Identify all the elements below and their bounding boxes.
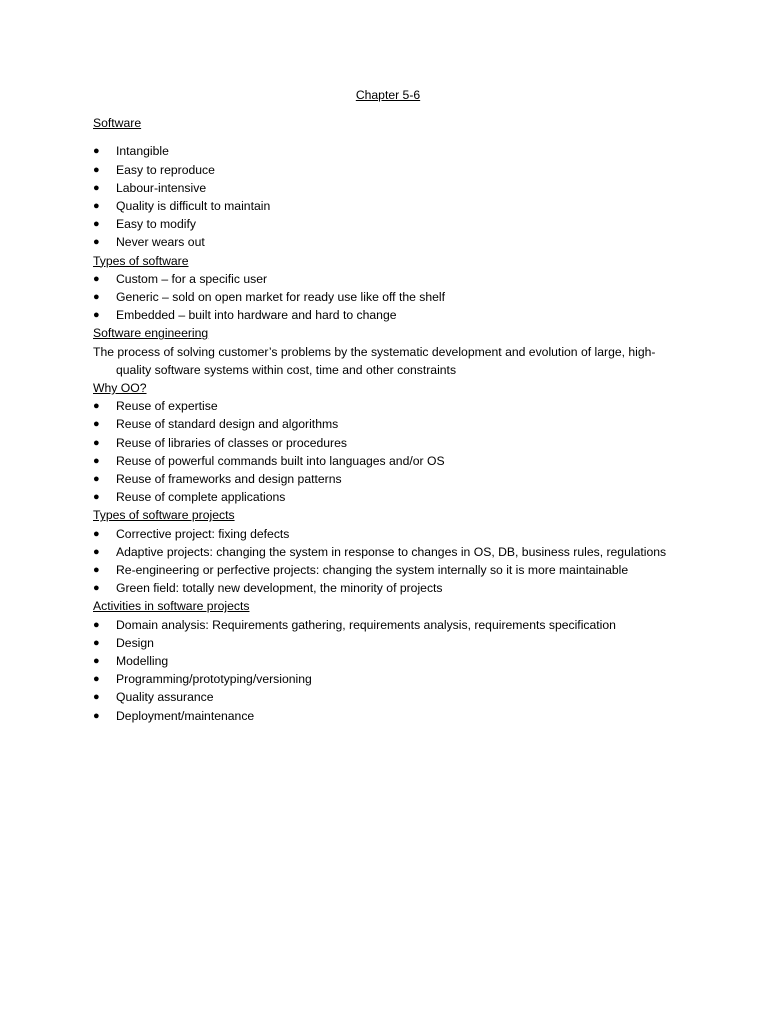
bullet-icon: ● xyxy=(93,582,100,595)
list-item: ● Reuse of complete applications xyxy=(93,488,683,506)
bullet-icon: ● xyxy=(93,400,100,413)
list-item: ● Domain analysis: Requirements gathering, requirements analysis, requirements specification xyxy=(93,616,683,634)
bullet-icon: ● xyxy=(93,145,100,158)
list-item: ● Reuse of powerful commands built into languages and/or OS xyxy=(93,452,683,470)
bullet-icon: ● xyxy=(93,181,100,194)
list-item: ● Easy to modify xyxy=(93,215,683,233)
bullet-icon: ● xyxy=(93,709,100,722)
list-item: ● Re-engineering or perfective projects: changing the system internally so it is more maintainable xyxy=(93,561,683,579)
bullet-icon: ● xyxy=(93,673,100,686)
heading-activities-in-software-projects: Activities in software projects xyxy=(93,599,250,614)
list-item: ● Quality is difficult to maintain xyxy=(93,197,683,215)
bullet-icon: ● xyxy=(93,472,100,485)
heading-types-of-software-projects: Types of software projects xyxy=(93,508,235,523)
bullet-icon: ● xyxy=(93,491,100,504)
bullet-icon: ● xyxy=(93,436,100,449)
heading-why-oo: Why OO? xyxy=(93,380,147,395)
bullet-icon: ● xyxy=(93,618,100,631)
list-item: ● Reuse of frameworks and design patterns xyxy=(93,470,683,488)
list-item: ● Programming/prototyping/versioning xyxy=(93,670,683,688)
document-content xyxy=(93,86,683,725)
list-item: ● Embedded – built into hardware and hard to change xyxy=(93,306,683,324)
software-engineering-definition: The process of solving customer’s problems by the systematic development and evolution of large, high-quality software systems within cost, time and other constraints xyxy=(93,344,656,377)
list-item: ● Intangible xyxy=(93,142,683,160)
bullet-icon: ● xyxy=(93,527,100,540)
list-types-of-software xyxy=(93,270,683,325)
list-software xyxy=(93,142,683,251)
bullet-icon: ● xyxy=(93,545,100,558)
bullet-icon: ● xyxy=(93,636,100,649)
list-item: ● Custom – for a specific user xyxy=(93,270,683,288)
list-item: ● Reuse of libraries of classes or procedures xyxy=(93,434,683,452)
bullet-icon: ● xyxy=(93,236,100,249)
list-item: ● Green field: totally new development, the minority of projects xyxy=(93,579,683,597)
bullet-icon: ● xyxy=(93,418,100,431)
list-item: ● Labour-intensive xyxy=(93,179,683,197)
list-why-oo xyxy=(93,397,683,506)
list-item: ● Easy to reproduce xyxy=(93,161,683,179)
list-item: ● Corrective project: fixing defects xyxy=(93,525,683,543)
heading-software: Software xyxy=(93,116,142,131)
bullet-icon: ● xyxy=(93,199,100,212)
bullet-icon: ● xyxy=(93,563,100,576)
list-item: ● Modelling xyxy=(93,652,683,670)
heading-software-engineering: Software engineering xyxy=(93,326,209,341)
list-item: ● Never wears out xyxy=(93,233,683,251)
list-item: ● Quality assurance xyxy=(93,688,683,706)
list-types-of-software-projects xyxy=(93,525,683,598)
bullet-icon: ● xyxy=(93,654,100,667)
heading-types-of-software: Types of software xyxy=(93,253,189,268)
bullet-icon: ● xyxy=(93,309,100,322)
page-title: Chapter 5-6 xyxy=(355,88,421,102)
bullet-icon: ● xyxy=(93,218,100,231)
bullet-icon: ● xyxy=(93,272,100,285)
list-activities xyxy=(93,616,683,725)
list-item: ● Reuse of expertise xyxy=(93,397,683,415)
list-item: ● Generic – sold on open market for ready use like off the shelf xyxy=(93,288,683,306)
bullet-icon: ● xyxy=(93,454,100,467)
list-item: ● Reuse of standard design and algorithms xyxy=(93,415,683,433)
list-item: ● Design xyxy=(93,634,683,652)
list-item: ● Adaptive projects: changing the system in response to changes in OS, DB, business rules, regulations xyxy=(93,543,683,561)
bullet-icon: ● xyxy=(93,691,100,704)
bullet-icon: ● xyxy=(93,163,100,176)
list-item: ● Deployment/maintenance xyxy=(93,707,683,725)
bullet-icon: ● xyxy=(93,290,100,303)
